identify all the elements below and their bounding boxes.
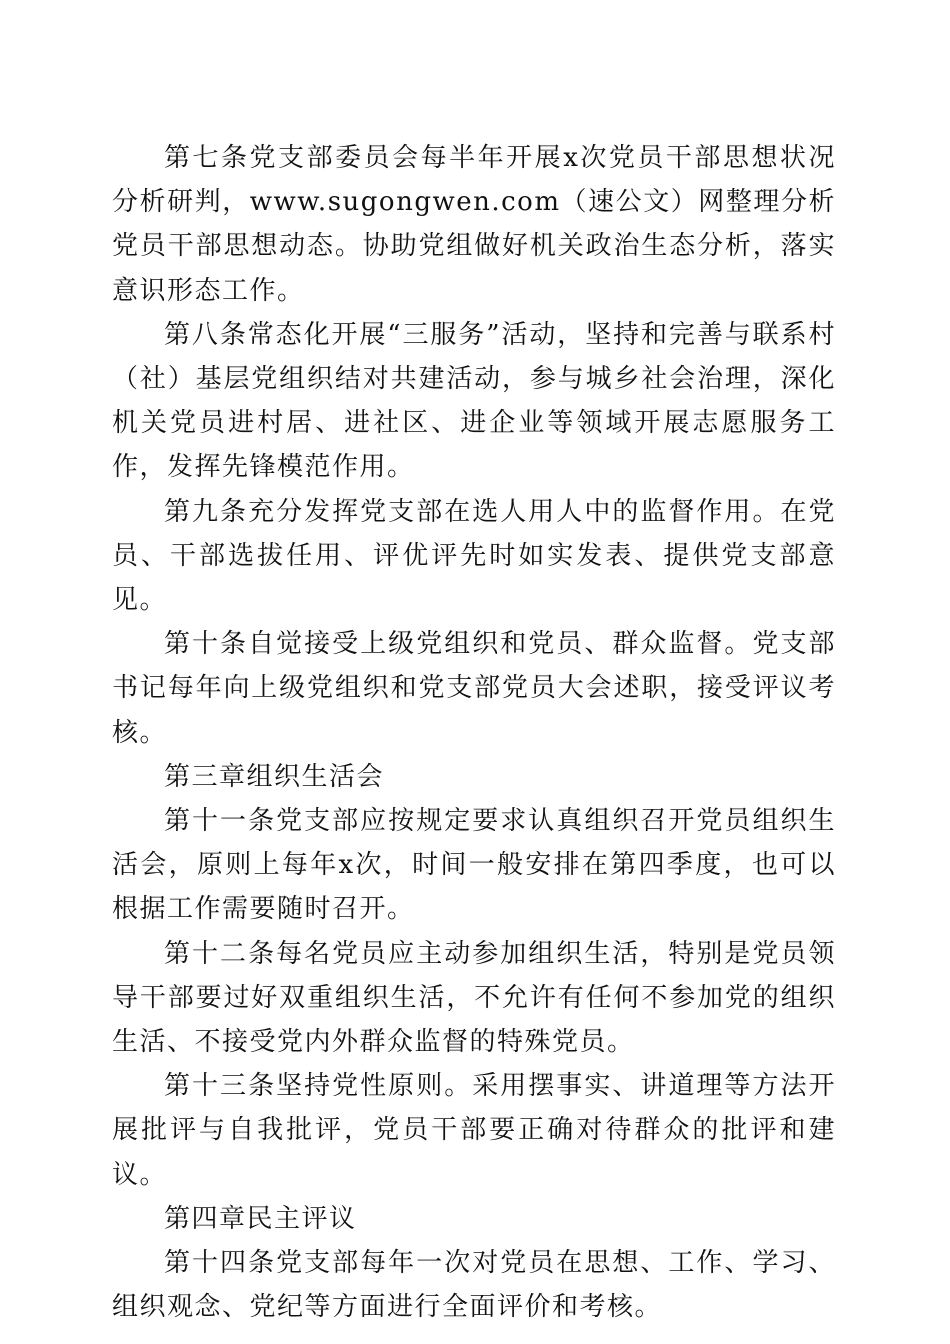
article-11-paragraph: 第十一条党支部应按规定要求认真组织召开党员组织生活会，原则上每年x次，时间一般安排在第四季度，也可以根据工作需要随时召开。 bbox=[112, 806, 836, 925]
article-9-paragraph: 第九条充分发挥党支部在选人用人中的监督作用。在党员、干部选拔任用、评优评先时如实发表、提供党支部意见。 bbox=[112, 496, 836, 616]
article-13-paragraph: 第十三条坚持党性原则。采用摆事实、讲道理等方法开展批评与自我批评，党员干部要正确对待群众的批评和建议。 bbox=[112, 1071, 836, 1190]
article-10-paragraph: 第十条自觉接受上级党组织和党员、群众监督。党支部书记每年向上级党组织和党支部党员大会述职，接受评议考核。 bbox=[112, 629, 836, 748]
article-7-paragraph: 第七条党支部委员会每半年开展x次党员干部思想状况分析研判，www.sugongwen.com（速公文）网整理分析党员干部思想动态。协助党组做好机关政治生态分析，落实意识形态工作。 bbox=[112, 143, 836, 306]
article-12-paragraph: 第十二条每名党员应主动参加组织生活，特别是党员领导干部要过好双重组织生活，不允许有任何不参加党的组织生活、不接受党内外群众监督的特殊党员。 bbox=[112, 938, 836, 1058]
chapter-4-heading: 第四章民主评议 bbox=[164, 1203, 357, 1234]
article-8-paragraph: 第八条常态化开展“三服务”活动，坚持和完善与联系村（社）基层党组织结对共建活动，参与城乡社会治理，深化机关党员进村居、进社区、进企业等领域开展志愿服务工作，发挥先锋模范作用。 bbox=[112, 319, 836, 483]
document-body bbox=[112, 136, 836, 1329]
article-14-paragraph: 第十四条党支部每年一次对党员在思想、工作、学习、组织观念、党纪等方面进行全面评价和考核。 bbox=[112, 1248, 836, 1323]
chapter-3-heading: 第三章组织生活会 bbox=[164, 761, 385, 792]
